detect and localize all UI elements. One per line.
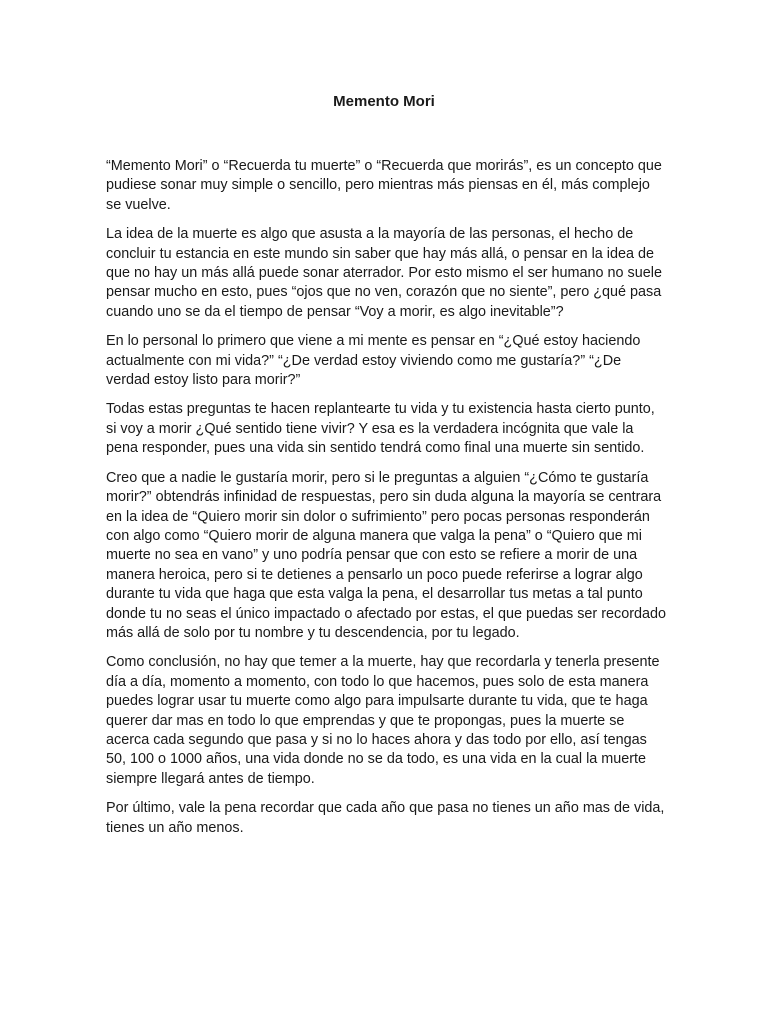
- paragraph-5: Creo que a nadie le gustaría morir, pero si le preguntas a alguien “¿Cómo te gustaría morir?” obtendrás infinidad de respuestas, pero sin duda alguna la mayoría se centrara en la idea de “Quiero morir sin dolor o sufrimiento” pero pocas personas responderán con algo como “Quiero morir de alguna manera que valga la pena” o “Quiero que mi muerte no sea en vano” y uno podría pensar que con esto se refiere a morir de una manera heroica, pero si te detienes a pensarlo un poco puede referirse a lograr algo durante tu vida que haga que esta valga la pena, el desarrollar tus metas a tal punto donde tu no seas el único impactado o afectado por estas, el que puedas ser recordado más allá de solo por tu nombre y tu descendencia, por tu legado.: [106, 469, 667, 641]
- document-body: [106, 157, 666, 848]
- paragraph-2: La idea de la muerte es algo que asusta a la mayoría de las personas, el hecho de concluir tu estancia en este mundo sin saber que hay más allá, o pensar en la idea de que no hay un más allá puede sonar aterrador. Por esto mismo el ser humano no suele pensar mucho en esto, pues “ojos que no ven, corazón que no siente”, pero ¿qué pasa cuando uno se da el tiempo de pensar “Voy a morir, es algo inevitable”?: [106, 226, 662, 320]
- paragraph-3: En lo personal lo primero que viene a mi mente es pensar en “¿Qué estoy haciendo actualmente con mi vida?” “¿De verdad estoy viviendo como me gustaría?” “¿De verdad estoy listo para morir?”: [106, 333, 641, 389]
- paragraph-6: Como conclusión, no hay que temer a la muerte, hay que recordarla y tenerla presente día a día, momento a momento, con todo lo que hacemos, pues solo de esta manera puedes lograr usar tu muerte como algo para impulsarte durante tu vida, que te haga querer dar mas en todo lo que emprendas y que te propongas, pues la muerte se acerca cada segundo que pasa y si no lo haces ahora y das todo por ello, así tengas 50, 100 o 1000 años, una vida donde no se da todo, es una vida en la cual la muerte siempre llegará antes de tiempo.: [106, 654, 660, 787]
- document-title: Memento Mori: [333, 93, 435, 110]
- paragraph-4: Todas estas preguntas te hacen replantearte tu vida y tu existencia hasta cierto punto, si voy a morir ¿Qué sentido tiene vivir? Y esa es la verdadera incógnita que vale la pena responder, pues una vida sin sentido tendrá como final una muerte sin sentido.: [106, 401, 655, 457]
- paragraph-1: “Memento Mori” o “Recuerda tu muerte” o “Recuerda que morirás”, es un concepto que pudiese sonar muy simple o sencillo, pero mientras más piensas en él, más complejo se vuelve.: [106, 158, 662, 213]
- paragraph-7: Por último, vale la pena recordar que cada año que pasa no tienes un año mas de vida, tienes un año menos.: [106, 800, 665, 836]
